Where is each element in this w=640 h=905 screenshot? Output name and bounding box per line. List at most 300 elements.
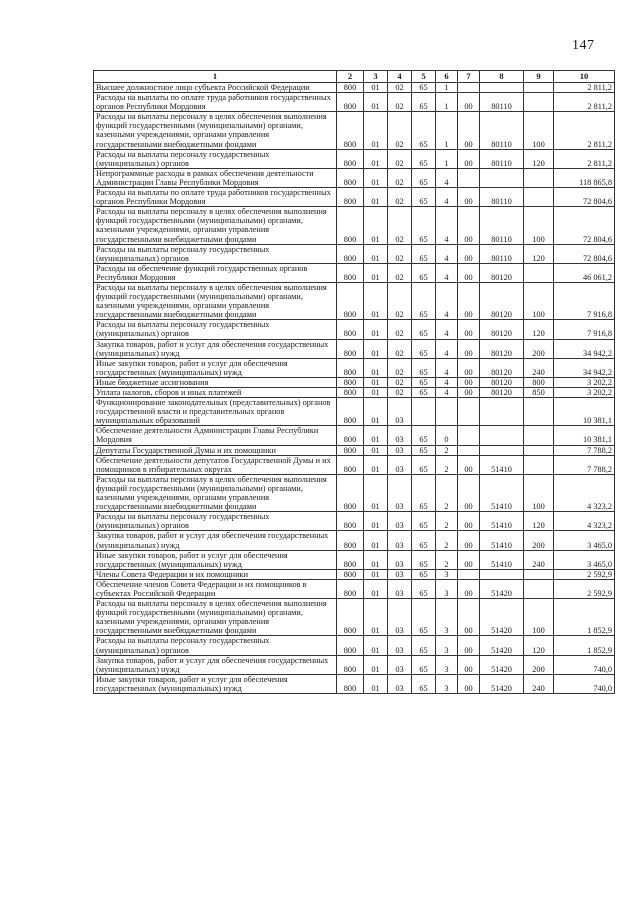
row-code [524,168,554,187]
row-code: 00 [458,674,480,693]
row-code: 51420 [480,674,524,693]
row-code: 00 [458,282,480,319]
row-code: 65 [412,636,436,655]
row-code: 2 [436,512,458,531]
row-code: 200 [524,531,554,550]
row-amount: 10 381,1 [554,426,615,445]
row-code: 02 [388,388,412,398]
row-code: 02 [388,112,412,149]
table-row [94,339,615,358]
row-code [458,569,480,579]
row-code: 03 [388,655,412,674]
row-code [524,445,554,455]
column-header: 3 [364,71,388,83]
row-code: 01 [364,149,388,168]
row-code: 03 [388,531,412,550]
row-amount: 2 592,9 [554,569,615,579]
row-code: 01 [364,550,388,569]
table-row [94,83,615,93]
table-row [94,149,615,168]
row-code: 65 [412,445,436,455]
row-code: 03 [388,512,412,531]
row-code: 100 [524,599,554,636]
row-code: 01 [364,339,388,358]
row-code: 00 [458,339,480,358]
row-code: 00 [458,263,480,282]
row-code: 80110 [480,244,524,263]
row-amount: 7 788,2 [554,445,615,455]
row-amount: 72 804,6 [554,244,615,263]
row-code: 00 [458,388,480,398]
row-code: 01 [364,112,388,149]
row-code [480,569,524,579]
row-code: 65 [412,455,436,474]
row-code: 00 [458,474,480,511]
row-code: 4 [436,207,458,244]
row-code: 01 [364,426,388,445]
table-row [94,569,615,579]
row-code: 1 [436,83,458,93]
table-row [94,112,615,149]
table-row [94,579,615,598]
row-code: 65 [412,569,436,579]
row-amount: 3 202,2 [554,377,615,387]
row-code: 00 [458,320,480,339]
row-code: 02 [388,358,412,377]
column-header: 7 [458,71,480,83]
table-row [94,599,615,636]
row-amount: 34 942,2 [554,358,615,377]
row-code: 800 [337,426,364,445]
row-code: 800 [337,377,364,387]
row-code: 00 [458,599,480,636]
row-code: 65 [412,339,436,358]
row-code: 800 [337,655,364,674]
row-code: 2 [436,531,458,550]
row-name: Иные закупки товаров, работ и услуг для обеспечения государственных (муниципальных) нужд [94,674,337,693]
row-code: 01 [364,168,388,187]
row-code: 800 [337,263,364,282]
row-code: 00 [458,358,480,377]
row-code: 120 [524,636,554,655]
row-code: 3 [436,599,458,636]
column-header: 1 [94,71,337,83]
row-code: 03 [388,636,412,655]
row-code: 01 [364,320,388,339]
row-code: 3 [436,636,458,655]
table-row [94,674,615,693]
row-code: 4 [436,388,458,398]
row-amount: 1 852,9 [554,636,615,655]
row-code: 51410 [480,474,524,511]
row-amount: 118 865,8 [554,168,615,187]
row-code: 00 [458,112,480,149]
row-code: 03 [388,426,412,445]
row-amount: 2 592,9 [554,579,615,598]
row-amount: 4 323,2 [554,474,615,511]
row-code: 00 [458,244,480,263]
row-code: 800 [337,531,364,550]
row-code: 800 [337,512,364,531]
row-code: 800 [337,83,364,93]
table-row [94,377,615,387]
row-code [480,426,524,445]
row-code: 00 [458,93,480,112]
row-code [458,398,480,426]
row-code: 03 [388,569,412,579]
row-code: 80120 [480,339,524,358]
table-row [94,93,615,112]
row-code [524,83,554,93]
row-code: 80110 [480,207,524,244]
row-code: 800 [337,168,364,187]
table-row [94,358,615,377]
row-name: Обеспечение членов Совета Федерации и их помощников в субъектах Российской Федерации [94,579,337,598]
row-amount: 7 916,8 [554,282,615,319]
row-code [458,83,480,93]
row-code: 65 [412,426,436,445]
table-row [94,426,615,445]
row-code: 65 [412,674,436,693]
row-name: Иные бюджетные ассигнования [94,377,337,387]
header-row [94,71,615,83]
row-name: Расходы на выплаты персоналу в целях обеспечения выполнения функций государственными (муниципальными) органами, казенными учреждениями, органами управления государственными внебюджетными фондами [94,282,337,319]
table-row [94,398,615,426]
row-code: 02 [388,93,412,112]
row-name: Расходы на выплаты персоналу в целях обеспечения выполнения функций государственными (муниципальными) органами, казенными учреждениями, органами управления государственными внебюджетными фондами [94,112,337,149]
row-code: 80120 [480,358,524,377]
table-row [94,188,615,207]
row-amount: 72 804,6 [554,188,615,207]
row-code [524,455,554,474]
row-code: 65 [412,599,436,636]
row-code: 65 [412,112,436,149]
row-amount: 4 323,2 [554,512,615,531]
page-number: 147 [572,38,595,53]
row-code: 4 [436,244,458,263]
row-code: 200 [524,339,554,358]
row-code: 100 [524,474,554,511]
row-code: 4 [436,263,458,282]
row-code: 3 [436,674,458,693]
row-code: 01 [364,455,388,474]
row-code: 800 [337,358,364,377]
row-code: 02 [388,320,412,339]
row-code: 80110 [480,112,524,149]
row-amount: 10 381,1 [554,398,615,426]
row-code: 02 [388,377,412,387]
row-code: 65 [412,655,436,674]
row-name: Расходы на выплаты персоналу государственных (муниципальных) органов [94,512,337,531]
row-code: 03 [388,579,412,598]
row-code: 800 [337,474,364,511]
row-code: 80110 [480,188,524,207]
row-name: Расходы на выплаты персоналу государственных (муниципальных) органов [94,320,337,339]
row-code: 800 [337,188,364,207]
row-code: 120 [524,149,554,168]
row-code: 00 [458,207,480,244]
row-name: Обеспечение деятельности депутатов Государственной Думы и их помощников в избирательных округах [94,455,337,474]
row-code: 65 [412,358,436,377]
row-code: 01 [364,636,388,655]
row-code: 4 [436,282,458,319]
row-code: 800 [337,320,364,339]
row-code: 100 [524,112,554,149]
row-code: 80110 [480,149,524,168]
row-code: 03 [388,550,412,569]
row-name: Закупка товаров, работ и услуг для обеспечения государственных (муниципальных) нужд [94,531,337,550]
row-code: 4 [436,168,458,187]
row-code: 01 [364,599,388,636]
row-code: 02 [388,244,412,263]
row-name: Закупка товаров, работ и услуг для обеспечения государственных (муниципальных) нужд [94,655,337,674]
row-code: 800 [337,398,364,426]
row-code: 3 [436,579,458,598]
row-code: 80120 [480,377,524,387]
row-code: 51410 [480,455,524,474]
row-code: 00 [458,377,480,387]
table-row [94,263,615,282]
row-code: 00 [458,149,480,168]
row-code: 65 [412,320,436,339]
row-code: 240 [524,550,554,569]
row-name: Иные закупки товаров, работ и услуг для обеспечения государственных (муниципальных) нужд [94,550,337,569]
row-code: 02 [388,149,412,168]
row-code: 800 [337,244,364,263]
row-code: 800 [337,282,364,319]
row-code: 65 [412,93,436,112]
row-code [480,168,524,187]
row-code: 120 [524,320,554,339]
row-name: Депутаты Государственной Думы и их помощники [94,445,337,455]
row-code: 2 [436,474,458,511]
row-code: 00 [458,655,480,674]
column-header: 2 [337,71,364,83]
row-code: 02 [388,168,412,187]
row-amount: 34 942,2 [554,339,615,358]
row-code: 01 [364,93,388,112]
row-code: 01 [364,207,388,244]
row-code: 65 [412,550,436,569]
row-code [436,398,458,426]
row-code: 02 [388,339,412,358]
row-code: 65 [412,388,436,398]
row-code: 01 [364,674,388,693]
table-row [94,512,615,531]
row-amount: 1 852,9 [554,599,615,636]
row-code: 120 [524,512,554,531]
row-code: 1 [436,112,458,149]
row-code: 4 [436,320,458,339]
row-code: 65 [412,377,436,387]
row-amount: 7 788,2 [554,455,615,474]
row-amount: 72 804,6 [554,207,615,244]
row-code: 03 [388,599,412,636]
row-code: 850 [524,388,554,398]
row-code: 120 [524,244,554,263]
row-code: 00 [458,188,480,207]
row-code: 03 [388,445,412,455]
row-code: 0 [436,426,458,445]
row-code: 02 [388,83,412,93]
row-code [524,188,554,207]
row-code [458,445,480,455]
row-code: 01 [364,83,388,93]
row-code [524,579,554,598]
row-code: 800 [337,445,364,455]
table-row [94,455,615,474]
row-name: Расходы на выплаты персоналу государственных (муниципальных) органов [94,149,337,168]
row-code: 03 [388,474,412,511]
row-code: 80110 [480,93,524,112]
row-code: 51410 [480,512,524,531]
row-code: 65 [412,207,436,244]
row-code: 800 [337,388,364,398]
row-code: 80120 [480,388,524,398]
table-row [94,207,615,244]
table-row [94,531,615,550]
row-code: 00 [458,531,480,550]
row-code: 01 [364,263,388,282]
row-code: 4 [436,377,458,387]
column-header: 8 [480,71,524,83]
row-code: 00 [458,512,480,531]
row-code [524,569,554,579]
row-code: 01 [364,388,388,398]
row-code: 800 [337,636,364,655]
row-name: Расходы на обеспечение функций государственных органов Республики Мордовия [94,263,337,282]
row-code: 4 [436,358,458,377]
row-code [524,398,554,426]
row-name: Иные закупки товаров, работ и услуг для обеспечения государственных (муниципальных) нужд [94,358,337,377]
row-name: Закупка товаров, работ и услуг для обеспечения государственных (муниципальных) нужд [94,339,337,358]
table-row [94,636,615,655]
row-code: 51420 [480,599,524,636]
row-code: 02 [388,263,412,282]
row-code: 01 [364,655,388,674]
row-name: Расходы на выплаты персоналу в целях обеспечения выполнения функций государственными (муниципальными) органами, казенными учреждениями, органами управления государственными внебюджетными фондами [94,207,337,244]
row-code: 1 [436,93,458,112]
row-code: 800 [337,93,364,112]
row-code [458,426,480,445]
row-code [524,263,554,282]
row-code: 80120 [480,263,524,282]
table-row [94,282,615,319]
row-code: 02 [388,207,412,244]
row-code: 800 [337,550,364,569]
row-code: 800 [337,569,364,579]
row-code [524,426,554,445]
row-code: 800 [337,339,364,358]
row-code: 03 [388,398,412,426]
row-code: 100 [524,207,554,244]
table-row [94,168,615,187]
table-row [94,474,615,511]
row-code: 800 [337,455,364,474]
row-amount: 7 916,8 [554,320,615,339]
row-code: 2 [436,445,458,455]
row-code: 4 [436,339,458,358]
row-code: 240 [524,674,554,693]
row-code: 01 [364,398,388,426]
row-code [480,398,524,426]
row-code: 2 [436,455,458,474]
table-row [94,388,615,398]
row-code: 00 [458,636,480,655]
row-code [412,398,436,426]
row-code: 800 [524,377,554,387]
row-code: 4 [436,188,458,207]
row-code: 02 [388,282,412,319]
row-code: 100 [524,282,554,319]
row-amount: 2 811,2 [554,112,615,149]
row-code: 00 [458,455,480,474]
row-code: 01 [364,244,388,263]
row-code: 800 [337,112,364,149]
row-code [480,83,524,93]
row-code: 3 [436,655,458,674]
row-name: Непрограммные расходы в рамках обеспечения деятельности Администрации Главы Республики Мордовия [94,168,337,187]
row-code: 01 [364,531,388,550]
row-amount: 740,0 [554,674,615,693]
row-code: 240 [524,358,554,377]
row-code: 01 [364,579,388,598]
row-code: 65 [412,188,436,207]
row-code [458,168,480,187]
row-name: Функционирование законодательных (представительных) органов государственной власти и представительных органов муниципальных образований [94,398,337,426]
row-name: Обеспечение деятельности Администрации Главы Республики Мордовия [94,426,337,445]
row-amount: 2 811,2 [554,93,615,112]
row-code: 51410 [480,531,524,550]
row-code: 65 [412,168,436,187]
row-code: 00 [458,550,480,569]
row-code: 51420 [480,636,524,655]
row-code: 51420 [480,579,524,598]
column-header: 10 [554,71,615,83]
row-code: 01 [364,512,388,531]
row-amount: 3 465,0 [554,550,615,569]
column-header: 6 [436,71,458,83]
row-code: 01 [364,358,388,377]
row-code: 65 [412,244,436,263]
column-header: 9 [524,71,554,83]
table-row [94,445,615,455]
row-code: 65 [412,282,436,319]
row-amount: 3 465,0 [554,531,615,550]
row-code: 65 [412,149,436,168]
row-code: 80120 [480,282,524,319]
row-code: 01 [364,445,388,455]
row-code: 65 [412,263,436,282]
row-name: Высшее должностное лицо субъекта Российской Федерации [94,83,337,93]
row-code: 03 [388,674,412,693]
row-code: 65 [412,531,436,550]
table-row [94,244,615,263]
row-name: Члены Совета Федерации и их помощники [94,569,337,579]
row-code: 01 [364,474,388,511]
row-code: 03 [388,455,412,474]
row-code: 800 [337,579,364,598]
row-code: 01 [364,377,388,387]
row-code: 01 [364,188,388,207]
table-row [94,655,615,674]
row-code: 200 [524,655,554,674]
row-code: 02 [388,188,412,207]
table-body [94,83,615,694]
row-code: 65 [412,579,436,598]
budget-table [93,70,615,694]
row-amount: 740,0 [554,655,615,674]
